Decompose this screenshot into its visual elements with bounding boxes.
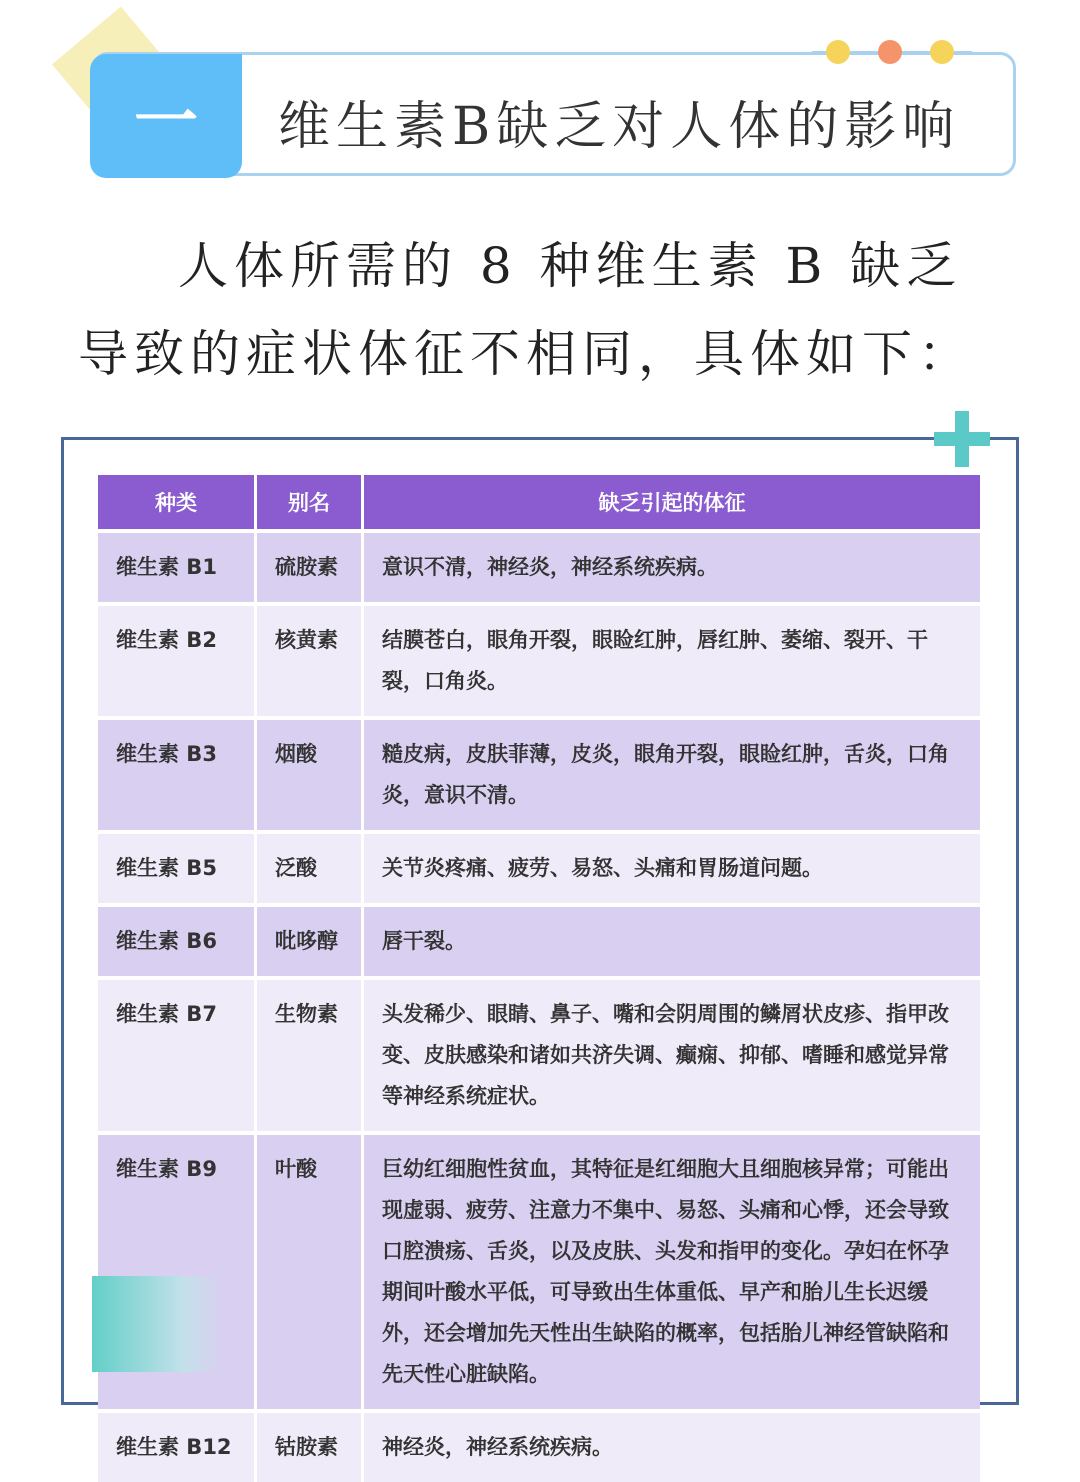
- cell-signs: 意识不清，神经炎，神经系统疾病。: [364, 529, 980, 602]
- cell-type: 维生素 B3: [98, 716, 257, 830]
- header-dots: [826, 40, 954, 64]
- table-row: [98, 716, 980, 830]
- table-row: [98, 903, 980, 976]
- dot-3: [930, 40, 954, 64]
- plus-icon-horizontal: [934, 432, 990, 446]
- cell-alias: 生物素: [257, 976, 364, 1131]
- table-row: [98, 602, 980, 716]
- table-row: [98, 529, 980, 602]
- cell-type: 维生素 B5: [98, 830, 257, 903]
- cell-signs: 关节炎疼痛、疲劳、易怒、头痛和胃肠道问题。: [364, 830, 980, 903]
- dot-2: [878, 40, 902, 64]
- cell-type: 维生素 B1: [98, 529, 257, 602]
- table-row: [98, 976, 980, 1131]
- cell-type: 维生素 B12: [98, 1409, 257, 1482]
- cell-signs: 头发稀少、眼睛、鼻子、嘴和会阴周围的鳞屑状皮疹、指甲改变、皮肤感染和诸如共济失调、癫痫、抑郁、嗜睡和感觉异常等神经系统症状。: [364, 976, 980, 1131]
- intro-paragraph: 人体所需的 8 种维生素 B 缺乏导致的症状体征不相同，具体如下：: [78, 237, 974, 383]
- vitamin-b-table: [98, 475, 980, 1482]
- cell-alias: 烟酸: [257, 716, 364, 830]
- section-title: 维生素B缺乏对人体的影响: [278, 97, 961, 157]
- header-alias: 别名: [257, 475, 364, 529]
- cell-type: 维生素 B9: [98, 1131, 257, 1409]
- cell-signs: 唇干裂。: [364, 903, 980, 976]
- table-row: [98, 830, 980, 903]
- header-type: 种类: [98, 475, 257, 529]
- table-row: [98, 1131, 980, 1409]
- cell-signs: 神经炎，神经系统疾病。: [364, 1409, 980, 1482]
- table-header-row: [98, 475, 980, 529]
- table-row: [98, 1409, 980, 1482]
- cell-alias: 钴胺素: [257, 1409, 364, 1482]
- cell-signs: 糙皮病，皮肤菲薄，皮炎，眼角开裂，眼睑红肿，舌炎，口角炎，意识不清。: [364, 716, 980, 830]
- cell-alias: 泛酸: [257, 830, 364, 903]
- cell-signs: 结膜苍白，眼角开裂，眼睑红肿，唇红肿、萎缩、裂开、干裂，口角炎。: [364, 602, 980, 716]
- cell-alias: 核黄素: [257, 602, 364, 716]
- cell-alias: 吡哆醇: [257, 903, 364, 976]
- header-signs: 缺乏引起的体征: [364, 475, 980, 529]
- cell-alias: 叶酸: [257, 1131, 364, 1409]
- decorative-teal-block: [92, 1276, 222, 1372]
- cell-alias: 硫胺素: [257, 529, 364, 602]
- dot-1: [826, 40, 850, 64]
- section-number: 一: [90, 54, 242, 178]
- cell-type: 维生素 B6: [98, 903, 257, 976]
- cell-type: 维生素 B7: [98, 976, 257, 1131]
- cell-signs: 巨幼红细胞性贫血，其特征是红细胞大且细胞核异常；可能出现虚弱、疲劳、注意力不集中、易怒、头痛和心悸，还会导致口腔溃疡、舌炎，以及皮肤、头发和指甲的变化。孕妇在怀孕期间叶酸水平低，可导致出生体重低、早产和胎儿生长迟缓外，还会增加先天性出生缺陷的概率，包括胎儿神经管缺陷和先天性心脏缺陷。: [364, 1131, 980, 1409]
- cell-type: 维生素 B2: [98, 602, 257, 716]
